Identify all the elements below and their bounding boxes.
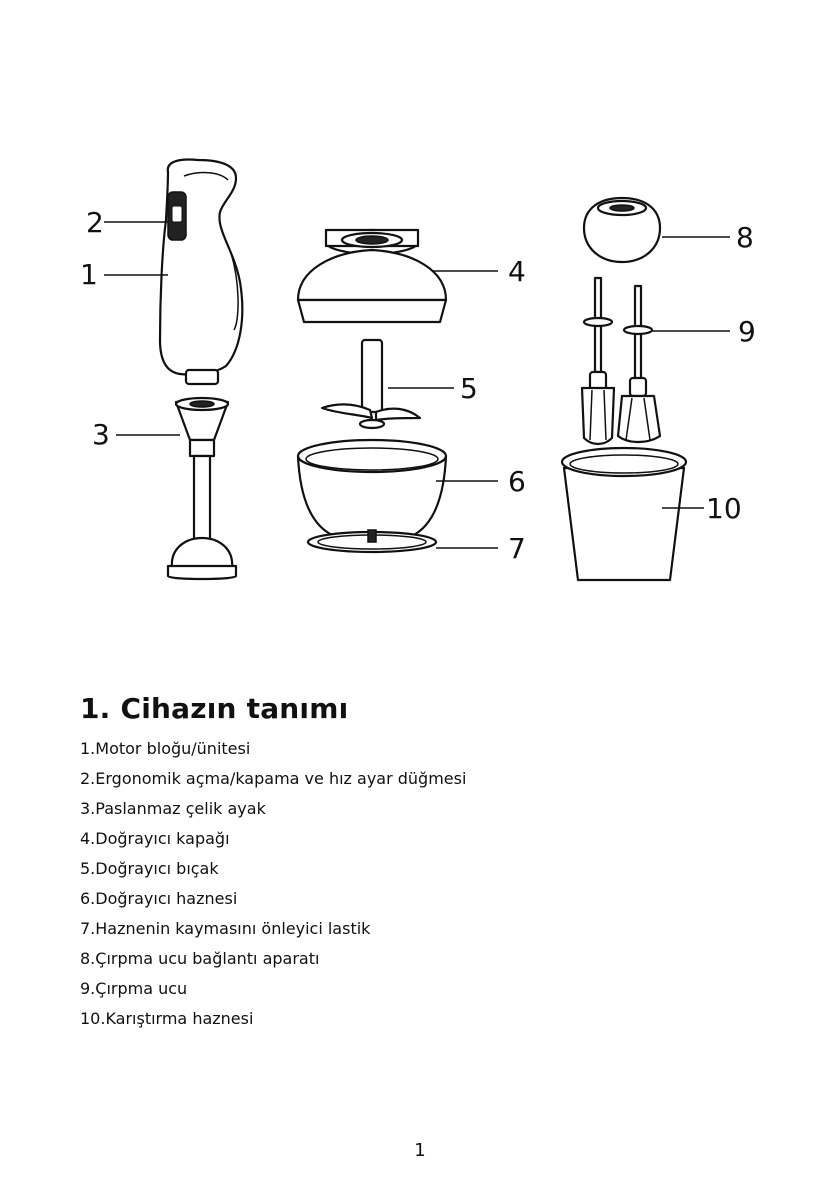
- list-item: 2.Ergonomik açma/kapama ve hız ayar düğmesi: [80, 769, 467, 788]
- page-number: 1: [414, 1140, 426, 1161]
- chopper-bowl-illustration: [298, 440, 446, 552]
- callout-6: 6: [508, 465, 526, 498]
- whisk-pair-illustration: [582, 278, 660, 444]
- list-item: 4.Doğrayıcı kapağı: [80, 829, 230, 848]
- list-item: 3.Paslanmaz çelik ayak: [80, 799, 266, 818]
- list-item: 1.Motor bloğu/ünitesi: [80, 739, 251, 758]
- callout-1: 1: [80, 258, 98, 291]
- callout-8: 8: [736, 221, 754, 254]
- chopper-lid-illustration: [298, 230, 446, 322]
- callout-7: 7: [508, 532, 526, 565]
- motor-unit-illustration: [160, 160, 242, 385]
- mixing-beaker-illustration: [562, 448, 686, 580]
- list-item: 6.Doğrayıcı haznesi: [80, 889, 238, 908]
- callout-5: 5: [460, 372, 478, 405]
- callout-4: 4: [508, 255, 526, 288]
- whisk-coupler-illustration: [584, 198, 660, 262]
- parts-list: [80, 734, 466, 1034]
- callout-10: 10: [706, 492, 742, 525]
- list-item: 8.Çırpma ucu bağlantı aparatı: [80, 949, 320, 968]
- callout-2: 2: [86, 206, 104, 239]
- blender-foot-illustration: [168, 398, 236, 579]
- callout-9: 9: [738, 315, 756, 348]
- list-item: 7.Haznenin kaymasını önleyici lastik: [80, 919, 371, 938]
- chopper-blade-illustration: [322, 340, 420, 428]
- list-item: 10.Karıştırma haznesi: [80, 1009, 254, 1028]
- list-item: 9.Çırpma ucu: [80, 979, 188, 998]
- callout-3: 3: [92, 418, 110, 451]
- section-heading: 1. Cihazın tanımı: [80, 692, 349, 725]
- list-item: 5.Doğrayıcı bıçak: [80, 859, 219, 878]
